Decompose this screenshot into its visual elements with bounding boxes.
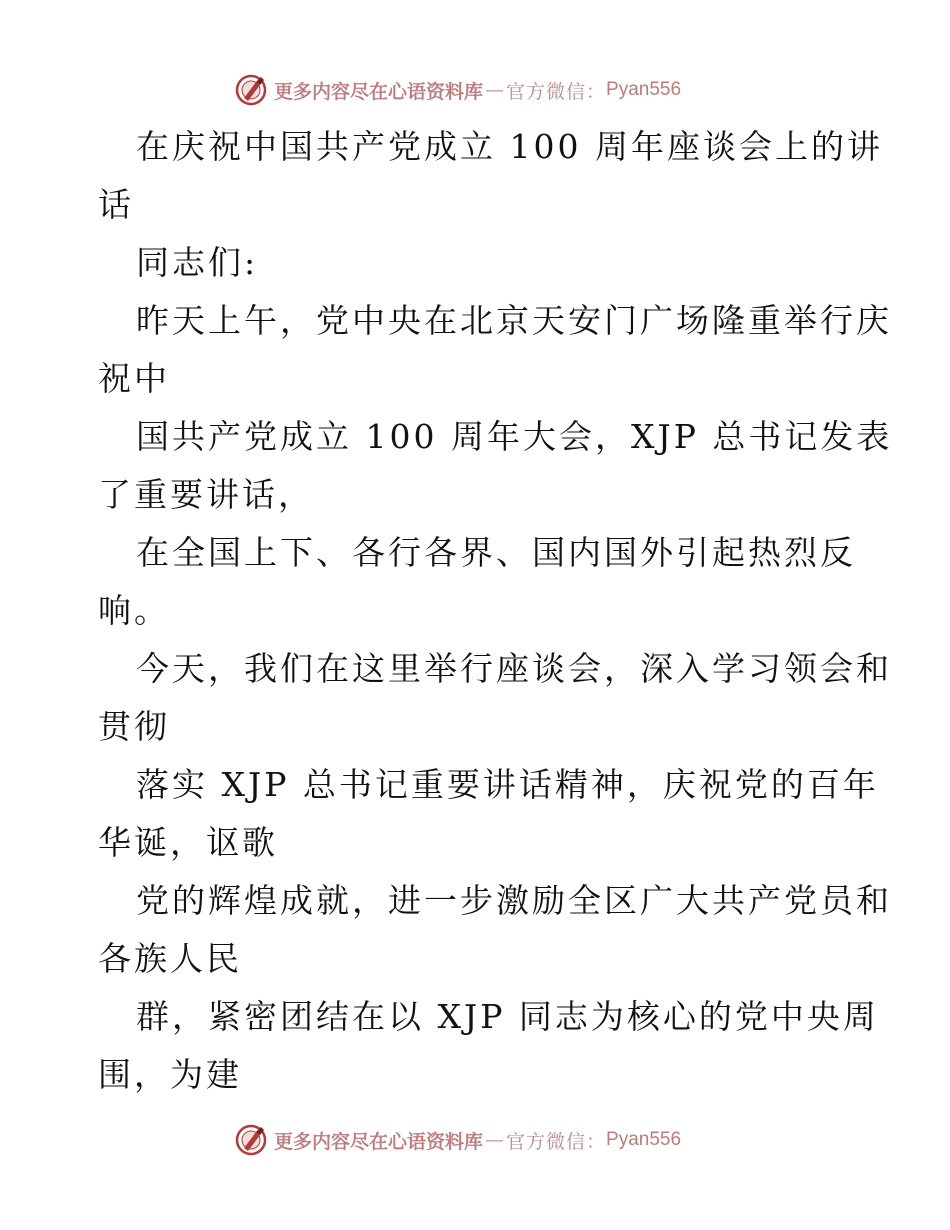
- banner-separator: —: [485, 1129, 505, 1151]
- header-banner: [234, 72, 681, 108]
- document-line: 围，为建: [98, 1055, 242, 1094]
- document-line: 了重要讲话，: [98, 475, 314, 514]
- pen-nib-logo-icon: [234, 73, 268, 107]
- document-line: 群，紧密团结在以 XJP 同志为核心的党中央周: [136, 997, 879, 1036]
- document-line: 同志们:: [136, 243, 259, 282]
- document-line: 话: [98, 185, 134, 224]
- banner-wechat-id: Pyan556: [606, 79, 682, 100]
- banner-wechat-id: Pyan556: [606, 1129, 682, 1150]
- document-line: 贯彻: [98, 707, 170, 746]
- document-line: 党的辉煌成就，进一步激励全区广大共产党员和: [136, 881, 892, 920]
- document-line: 响。: [98, 591, 170, 630]
- pen-nib-logo-icon: [234, 1123, 268, 1157]
- document-line: 华诞，讴歌: [98, 823, 278, 862]
- document-line: 昨天上午，党中央在北京天安门广场隆重举行庆: [136, 301, 892, 340]
- banner-wechat-label: 官方微信：: [506, 80, 607, 103]
- banner-site-name: 更多内容尽在心语资料库: [274, 1130, 484, 1153]
- footer-banner: [234, 1122, 681, 1158]
- banner-separator: —: [485, 79, 505, 101]
- document-line: 落实 XJP 总书记重要讲话精神，庆祝党的百年: [136, 765, 879, 804]
- banner-site-name: 更多内容尽在心语资料库: [274, 80, 484, 103]
- document-line: 各族人民: [98, 939, 242, 978]
- document-line: 祝中: [98, 359, 170, 398]
- document-line: 在全国上下、各行各界、国内国外引起热烈反: [136, 533, 856, 572]
- banner-wechat-label: 官方微信：: [506, 1130, 607, 1153]
- document-line: 国共产党成立 100 周年大会，XJP 总书记发表: [136, 417, 893, 456]
- document-line: 在庆祝中国共产党成立 100 周年座谈会上的讲: [136, 127, 883, 166]
- document-body: [98, 118, 893, 1104]
- document-line: 今天，我们在这里举行座谈会，深入学习领会和: [136, 649, 892, 688]
